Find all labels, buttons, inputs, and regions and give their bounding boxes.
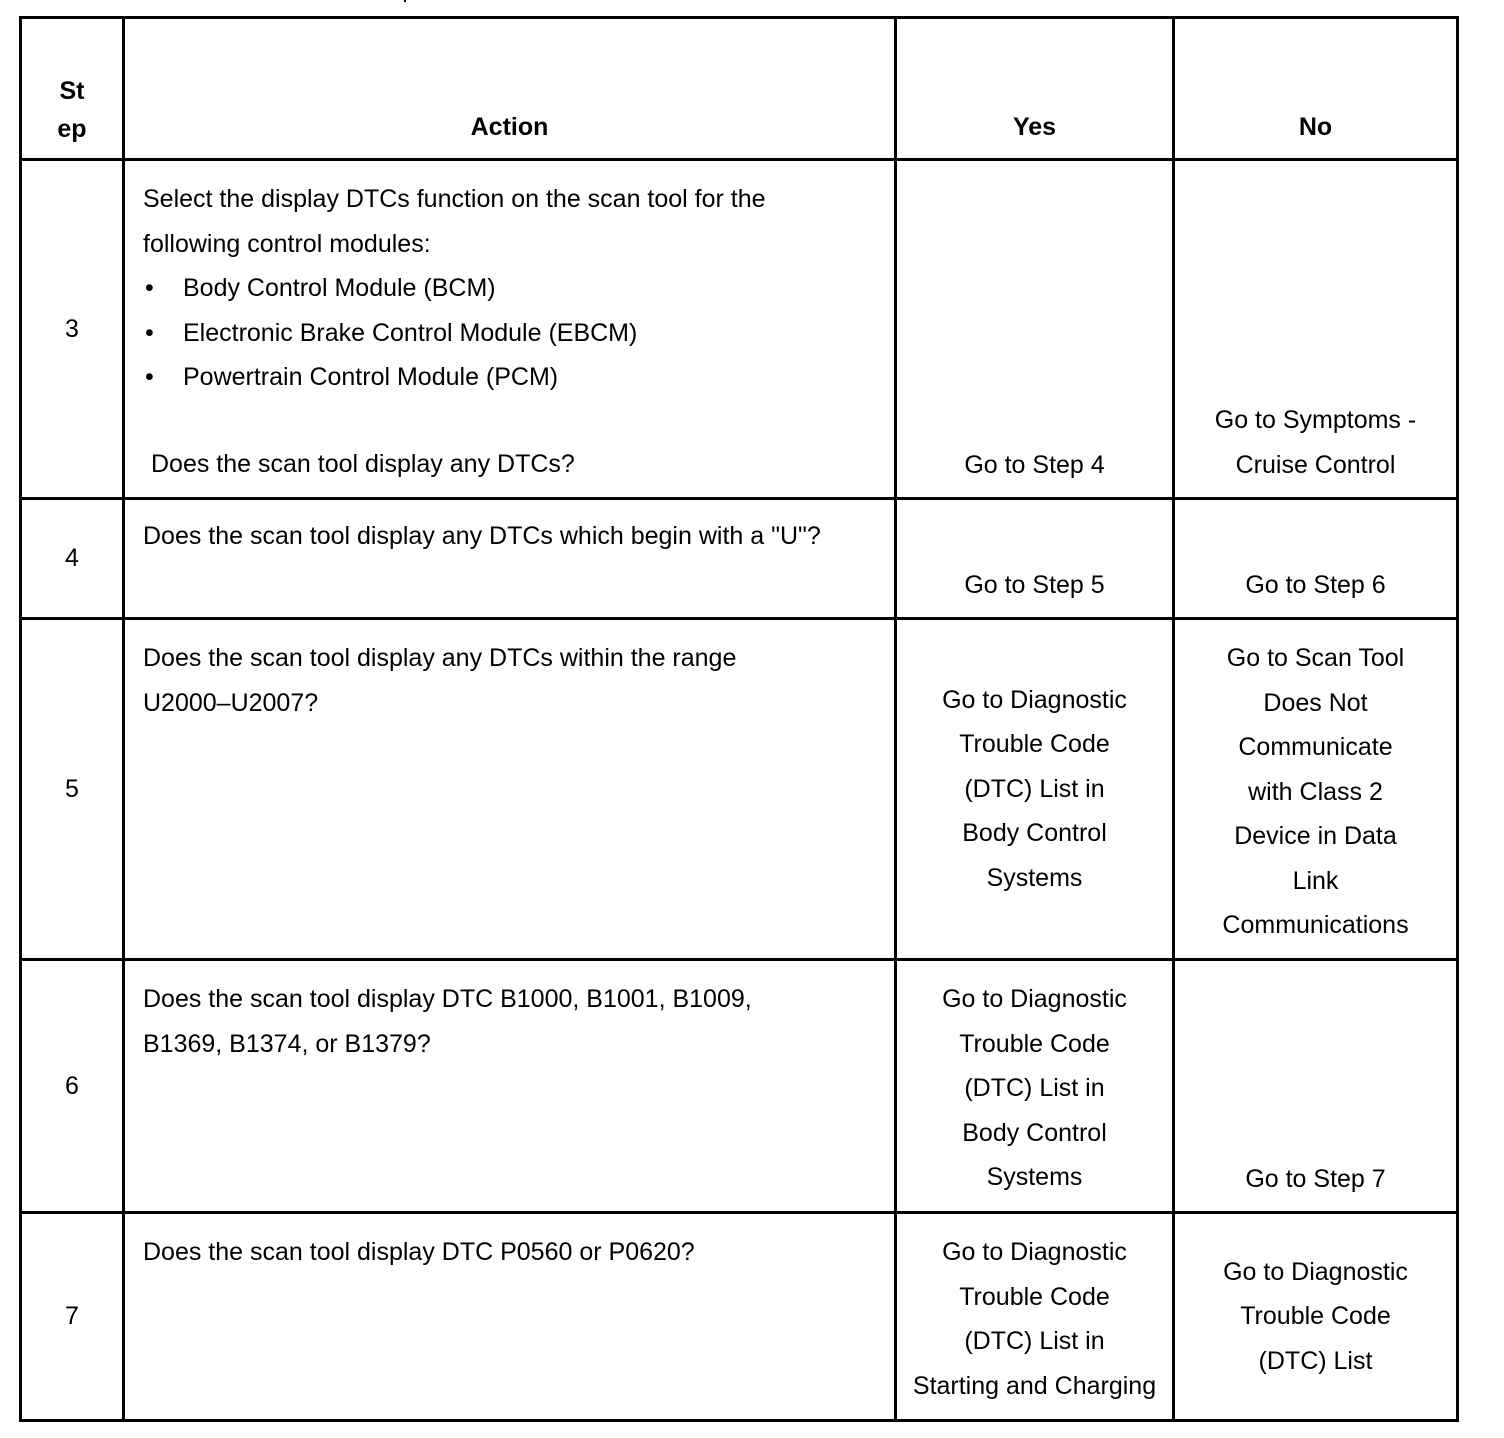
header-step-label: St ep [57, 77, 87, 143]
step-number: 7 [21, 1213, 124, 1421]
no-answer: Go to Symptoms - Cruise Control [1214, 406, 1417, 479]
yes-cell [896, 499, 1174, 619]
page-mark [404, 0, 406, 2]
no-cell [1174, 960, 1458, 1213]
table-row [21, 499, 1458, 619]
action-text: Does the scan tool display DTC P0560 or P0620? [143, 1238, 695, 1266]
table-header-row [21, 18, 1458, 160]
bullet-icon: • [145, 318, 154, 347]
action-cell [124, 1213, 896, 1421]
step-number: 4 [21, 499, 124, 619]
no-cell [1174, 1213, 1458, 1421]
table-row [21, 1213, 1458, 1421]
yes-answer: Go to Diagnostic Trouble Code (DTC) List in Body Control Systems [942, 685, 1127, 892]
header-no [1174, 18, 1458, 160]
action-cell [124, 619, 896, 960]
module-list [143, 266, 884, 400]
no-cell [1174, 160, 1458, 499]
yes-cell [896, 160, 1174, 499]
no-cell [1174, 619, 1458, 960]
list-item [143, 311, 884, 356]
header-no-label: No [1298, 113, 1333, 141]
yes-answer: Go to Diagnostic Trouble Code (DTC) List in Starting and Charging [912, 1238, 1157, 1400]
table-row [21, 960, 1458, 1213]
action-text: Does the scan tool display DTC B1000, B1001, B1009, B1369, B1374, or B1379? [143, 985, 752, 1058]
list-item-label: Body Control Module (BCM) [183, 274, 496, 302]
bullet-icon: • [145, 274, 154, 302]
header-action [124, 18, 896, 160]
yes-answer: Go to Step 5 [964, 570, 1105, 599]
yes-cell [896, 619, 1174, 960]
step-number: 6 [21, 960, 124, 1213]
action-cell [124, 499, 896, 619]
no-answer: Go to Diagnostic Trouble Code (DTC) List [1223, 1257, 1408, 1375]
action-question: Does the scan tool display any DTCs? [151, 449, 575, 478]
action-text: Does the scan tool display any DTCs within the range U2000–U2007? [143, 644, 737, 717]
no-cell [1174, 499, 1458, 619]
step-number: 3 [21, 160, 124, 499]
bullet-icon: • [145, 363, 154, 391]
yes-cell [896, 1213, 1174, 1421]
no-answer: Go to Step 7 [1245, 1164, 1386, 1193]
header-yes [896, 18, 1174, 160]
list-item [143, 355, 884, 400]
action-text: Select the display DTCs function on the scan tool for the following control modules: [143, 185, 766, 258]
list-item-label: Powertrain Control Module (PCM) [183, 363, 559, 391]
table-row [21, 160, 1458, 499]
header-action-label: Action [470, 113, 549, 141]
header-yes-label: Yes [1012, 113, 1057, 141]
step-number: 5 [21, 619, 124, 960]
yes-answer: Go to Step 4 [964, 450, 1105, 479]
header-step [21, 18, 124, 160]
action-text: Does the scan tool display any DTCs which begin with a "U"? [143, 522, 821, 550]
diagnostic-step-table [19, 16, 1459, 1422]
yes-cell [896, 960, 1174, 1213]
action-cell [124, 960, 896, 1213]
table-row [21, 619, 1458, 960]
list-item-label: Electronic Brake Control Module (EBCM) [183, 318, 638, 347]
yes-answer: Go to Diagnostic Trouble Code (DTC) List in Body Control Systems [942, 985, 1127, 1191]
no-answer: Go to Scan Tool Does Not Communicate with Class 2 Device in Data Link Communications [1222, 644, 1409, 939]
action-cell [124, 160, 896, 499]
no-answer: Go to Step 6 [1245, 570, 1386, 599]
list-item [143, 266, 884, 311]
